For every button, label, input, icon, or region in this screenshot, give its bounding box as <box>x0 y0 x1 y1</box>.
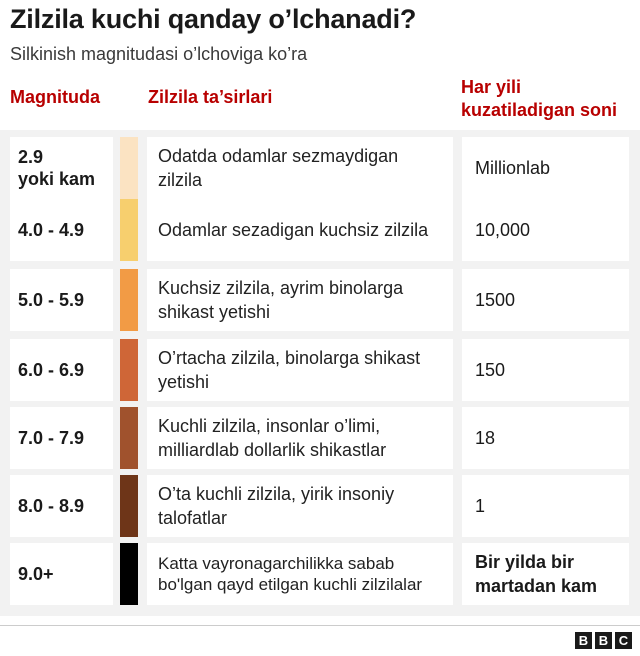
count-cell: Bir yilda bir martadan kam <box>462 543 629 605</box>
magnitude-cell: 2.9 yoki kam <box>10 137 113 199</box>
header-annual-count <box>461 76 636 122</box>
magnitude-cell: 7.0 - 7.9 <box>10 407 113 469</box>
color-swatch <box>120 269 138 331</box>
color-swatch <box>120 339 138 401</box>
page-title: Zilzila kuchi qanday o’lchanadi? <box>10 4 417 34</box>
header-count-line2: kuzatiladigan soni <box>461 100 618 120</box>
bbc-logo-block: B <box>595 632 612 649</box>
header-magnitude: Magnituda <box>10 87 100 107</box>
magnitude-cell: 4.0 - 4.9 <box>10 199 113 261</box>
color-swatch <box>120 407 138 469</box>
magnitude-table <box>0 130 640 616</box>
header-count-line1: Har yili <box>461 77 522 97</box>
color-swatch <box>120 475 138 537</box>
count-cell: Millionlab <box>462 137 629 199</box>
description-cell: O’rtacha zilzila, binolarga shikast yetishi <box>147 339 453 401</box>
description-cell: Kuchli zilzila, insonlar o’limi, milliardlab dollarlik shikastlar <box>147 407 453 469</box>
description-cell: O’ta kuchli zilzila, yirik insoniy talofatlar <box>147 475 453 537</box>
table-row <box>0 339 640 401</box>
table-row <box>0 137 640 199</box>
count-cell: 18 <box>462 407 629 469</box>
color-swatch <box>120 199 138 261</box>
bbc-logo-block: C <box>615 632 632 649</box>
description-cell: Odatda odamlar sezmaydigan zilzila <box>147 137 453 199</box>
count-cell: 10,000 <box>462 199 629 261</box>
description-cell: Kuchsiz zilzila, ayrim binolarga shikast yetishi <box>147 269 453 331</box>
count-cell: 1 <box>462 475 629 537</box>
magnitude-cell: 5.0 - 5.9 <box>10 269 113 331</box>
footer-divider <box>0 625 640 626</box>
table-row <box>0 407 640 469</box>
magnitude-cell: 6.0 - 6.9 <box>10 339 113 401</box>
page-subtitle: Silkinish magnitudasi o’lchoviga ko’ra <box>10 44 308 64</box>
count-cell: 1500 <box>462 269 629 331</box>
color-swatch <box>120 543 138 605</box>
magnitude-cell: 9.0+ <box>10 543 113 605</box>
header-description: Zilzila ta’sirlari <box>148 87 273 107</box>
table-row <box>0 269 640 331</box>
bbc-logo-block: B <box>575 632 592 649</box>
color-swatch <box>120 137 138 199</box>
description-cell: Odamlar sezadigan kuchsiz zilzila <box>147 199 453 261</box>
magnitude-cell: 8.0 - 8.9 <box>10 475 113 537</box>
table-row <box>0 543 640 605</box>
count-cell: 150 <box>462 339 629 401</box>
bbc-logo <box>575 632 632 649</box>
description-cell: Katta vayronagarchilikka sabab bo'lgan qayd etilgan kuchli zilzilalar <box>147 543 453 605</box>
table-row <box>0 475 640 537</box>
table-row <box>0 199 640 261</box>
